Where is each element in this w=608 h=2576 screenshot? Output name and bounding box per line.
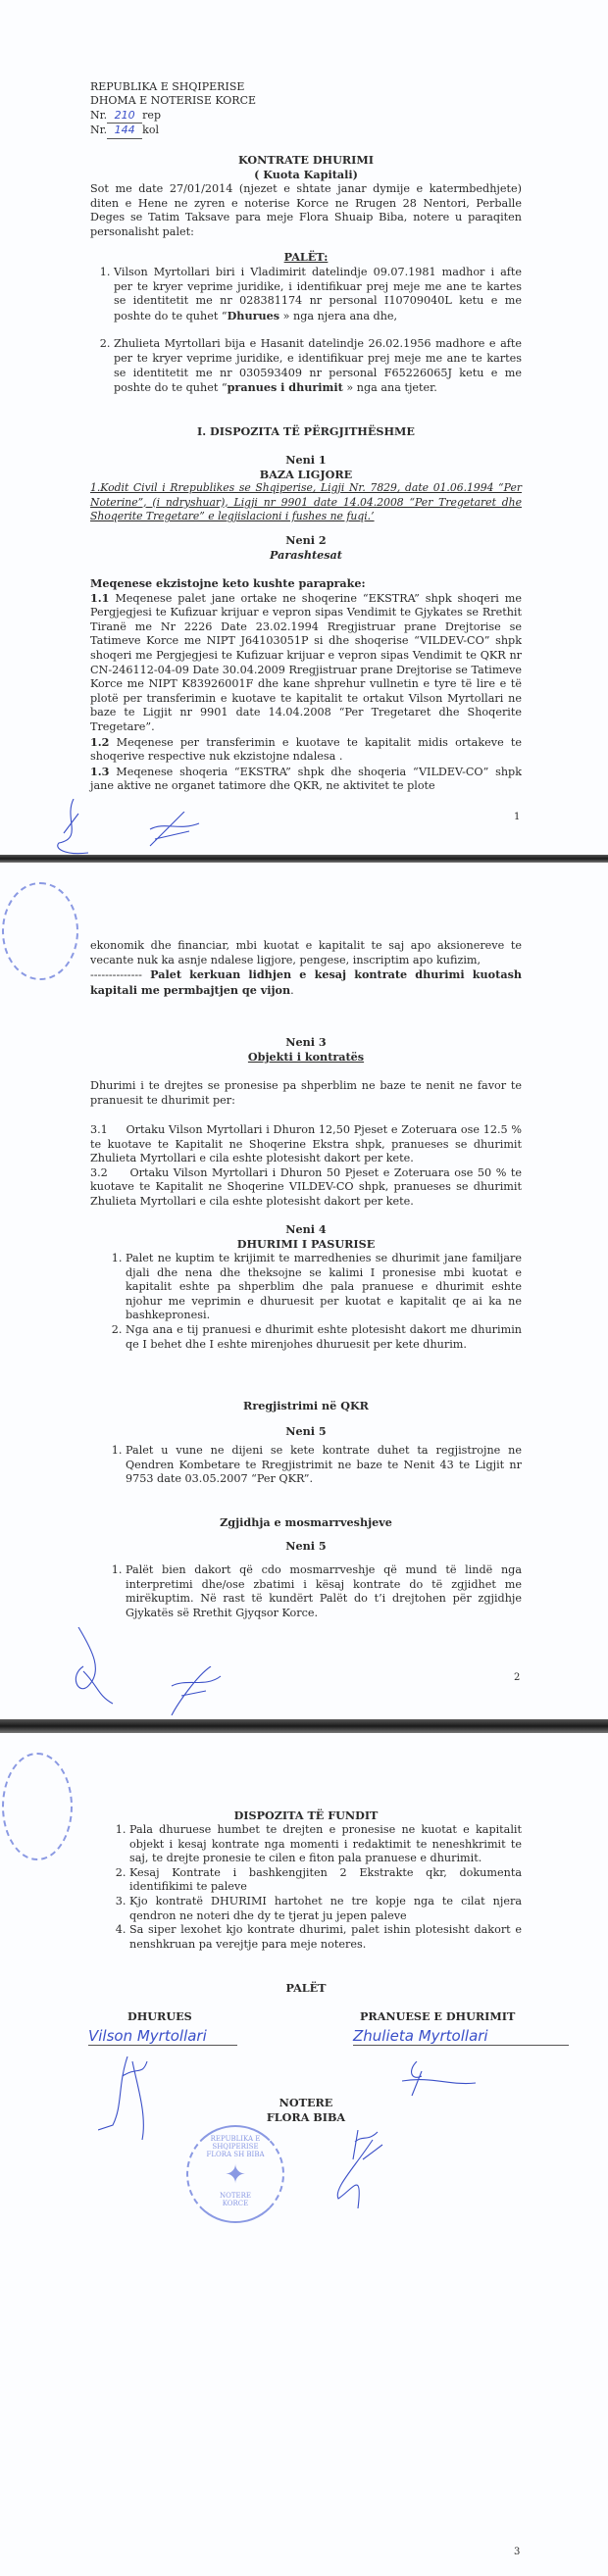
request-end: . xyxy=(290,983,294,997)
article-4-heading xyxy=(90,1222,522,1251)
party-role: Dhurues xyxy=(227,308,280,322)
contract-title xyxy=(90,153,522,181)
article-5-list xyxy=(106,1444,522,1487)
notary-name: FLORA BIBA xyxy=(266,2109,346,2124)
party-text: Zhulieta Myrtollari bija e Hasanit datelindje 26.02.1956 madhore e afte per te kryer veprime juridike, e identifikuar prej meje me ane te kartes se identitetit me nr 030593409 nr personal F65226065J ketu e me poshte do te quhet “ xyxy=(114,337,522,395)
article-title: Objekti i kontratës xyxy=(247,1049,365,1064)
article-5-item: 1. Palet u vune ne dijeni se kete kontrate duhet ta regjistrojne ne Qendren Kombetare te Rregjistrimit ne baze te Nenit 43 te Ligjit nr 9753 date 03.05.2007 “Per QKR”. xyxy=(126,1444,522,1487)
seal-text: KORCE xyxy=(222,2200,249,2207)
signature-initial-recipient xyxy=(167,1666,226,1715)
subtitle: ( Kuota Kapitali) xyxy=(254,167,358,181)
article-1-heading xyxy=(90,453,522,481)
request-text: Palet kerkuan lidhjen e kesaj kontrate dhurimi kuotash kapitali me permbajtjen qe vijon xyxy=(90,967,522,997)
article-2-heading xyxy=(90,533,522,562)
article-title: Parashtesat xyxy=(270,547,342,562)
party-text: Vilson Myrtollari biri i Vladimirit datelindje 09.07.1981 madhor i afte per te kryer veprime juridike, i identifikuar prej meje me ane te kartes se identitetit me nr 028381174 nr personal I10709040L ketu e me poshte do te quhet “ xyxy=(114,266,522,322)
article-5b-item: 1. Palët bien dakort që cdo mosmarrveshje që mund të lindë nga interpretimi dhe/ose zbatimi i kësaj kontrate do të zgjidhet me mirëkuptim. Në rast të kundërt Palët do t’i drejtohen për zgjidhje Gjykatës së Rrethit Gjyqsor Korce. xyxy=(126,1563,522,1620)
final-provisions-list xyxy=(110,1823,522,1952)
continuation-text: ekonomik dhe financiar, mbi kuotat e kapitalit te saj apo aksionereve te vecante nuk ka asnje ndalese ligjore, pengese, inscriptim apo kufizim, xyxy=(90,939,522,966)
precondition-1-2 xyxy=(90,735,522,765)
article-4-list xyxy=(106,1252,522,1352)
article-number: Neni 3 xyxy=(285,1035,327,1049)
dashes: -------------- xyxy=(90,968,142,982)
seal-text: FLORA SH BIBA xyxy=(206,2151,265,2158)
signature-initial-recipient xyxy=(145,812,204,851)
continuation-paragraph xyxy=(90,939,522,998)
preconditions-heading: Meqenese ekzistojne keto kushte paraprake: xyxy=(90,576,366,590)
parties-heading: PALËT: xyxy=(283,250,329,264)
recipient-signature: Zhulieta Myrtollari xyxy=(353,2027,569,2046)
dispute-heading: Zgjidhja e mosmarrveshjeve xyxy=(220,1515,392,1529)
office-header xyxy=(90,80,522,139)
signature-initial-donor xyxy=(69,1627,118,1706)
page-separator xyxy=(0,855,608,863)
request-statement xyxy=(90,967,522,998)
article-number: Neni 4 xyxy=(285,1222,327,1236)
nr-label: Nr. xyxy=(90,108,108,122)
final-item: 1. Pala dhuruese humbet te drejten e pronesise ne kuotat e kapitalit objekt i kesaj kontrate nga momenti i redaktimit te neneshkrimit te saj, te drejte pronesie te cilen e fiton pala pranuese e dhurimit. xyxy=(129,1823,522,1866)
party-role: pranues i dhurimit xyxy=(227,380,343,395)
chamber-line: DHOMA E NOTERISE KORCE xyxy=(90,94,257,108)
page-number: 1 xyxy=(514,812,521,822)
parties-list xyxy=(94,266,522,396)
seal-text: REPUBLIKA E SHQIPERISE xyxy=(210,2135,261,2151)
section-general-provisions: I. DISPOZITA TË PËRGJITHËSHME xyxy=(197,424,415,438)
article-3-clauses xyxy=(90,1123,526,1210)
parties-heading: PALËT xyxy=(285,1981,327,1995)
final-item: 3. Kjo kontratë DHURIMI hartohet ne tre kopje nga te cilat njera qendron ne noteri dhe dy te tjerat ju jepen paleve xyxy=(129,1895,522,1923)
article-3-intro: Dhurimi i te drejtes se pronesise pa shperblim ne baze te nenit ne favor te pranuesit te dhurimit per: xyxy=(90,1079,522,1107)
article-4-item: 2. Nga ana e tij pranuesi e dhurimit eshte plotesisht dakort me dhurimin qe I behet dhe I eshte mirenjohes dhuruesit per kete dhurim. xyxy=(126,1323,522,1352)
recipient-label: PRANUESE E DHURIMIT xyxy=(360,2009,516,2023)
clause-number: 1.2 xyxy=(90,734,110,749)
donor-label: DHURUES xyxy=(127,2009,192,2023)
registration-heading: Rregjistrimi në QKR xyxy=(243,1399,369,1412)
party-end: » nga ana tjeter. xyxy=(342,381,437,395)
notary-seal xyxy=(186,2125,284,2223)
article-number: Neni 2 xyxy=(285,533,327,547)
clause-number: 1.3 xyxy=(90,764,110,778)
signature-initial-donor xyxy=(54,799,93,858)
precondition-1-3 xyxy=(90,765,522,794)
seal-text: NOTERE xyxy=(219,2192,252,2200)
kol-number-value: 144 xyxy=(107,124,142,138)
party-2 xyxy=(114,337,522,395)
page-separator xyxy=(0,1719,608,1733)
party-1 xyxy=(114,266,522,323)
final-provisions-heading: DISPOZITA TË FUNDIT xyxy=(233,1808,379,1822)
final-item: 4. Sa siper lexohet kjo kontrate dhurimi, palet ishin plotesisht dakort e nenshkruan pa verejtje para meje noteres. xyxy=(129,1923,522,1952)
donor-signature: Vilson Myrtollari xyxy=(88,2027,237,2046)
nr-label: Nr. xyxy=(90,124,108,137)
clause-number: 1.1 xyxy=(90,590,110,605)
eagle-emblem-icon: ✦ xyxy=(225,2160,246,2190)
article-title: BAZA LIGJORE xyxy=(259,467,353,481)
notary-label: NOTERE xyxy=(279,2096,333,2109)
article-3-heading xyxy=(90,1035,522,1064)
article-5b-heading: Neni 5 xyxy=(285,1539,327,1553)
article-5-heading: Neni 5 xyxy=(285,1424,327,1438)
article-number: Neni 1 xyxy=(285,453,327,467)
page-number: 3 xyxy=(514,2547,521,2557)
page-number: 2 xyxy=(514,1672,521,1683)
rep-number xyxy=(90,109,522,124)
rep-suffix: rep xyxy=(142,108,161,122)
clause-3-2: 3.2 Ortaku Vilson Myrtollari i Dhuron 50 Pjeset e Zoteruara ose 50 % te kuotave te Kapitalit ne Shoqerine VILDEV-CO shpk, pranueses se dhurimit Zhulieta Myrtollari e cila eshte plotesisht dakort per kete. xyxy=(90,1165,526,1208)
rep-number-value: 210 xyxy=(107,109,142,124)
final-item: 2. Kesaj Kontrate i bashkengjiten 2 Ekstrakte qkr, dokumenta identifikimi te paleve xyxy=(129,1866,522,1895)
article-5b-list xyxy=(106,1563,522,1620)
notary-stamp-partial xyxy=(2,882,78,980)
kol-number xyxy=(90,124,522,138)
kol-suffix: kol xyxy=(142,124,159,137)
clause-text: Meqenese shoqeria “EKSTRA” shpk dhe shoqeria “VILDEV-CO” shpk jane aktive ne organet tatimore dhe QKR, ne aktivitet te plote xyxy=(90,765,522,793)
recipient-signature-mark xyxy=(402,2061,481,2101)
page-2 xyxy=(0,863,608,1721)
clause-text: Meqenese per transferimin e kuotave te kapitalit midis ortakeve te shoqerive respective nuk ekzistojne ndalesa . xyxy=(90,735,522,764)
republic-line: REPUBLIKA E SHQIPERISE xyxy=(90,80,245,93)
article-title: DHURIMI I PASURISE xyxy=(236,1236,376,1251)
page-1 xyxy=(0,0,608,857)
title: KONTRATE DHURIMI xyxy=(237,153,374,167)
clause-3-1: 3.1 Ortaku Vilson Myrtollari i Dhuron 12,50 Pjeset e Zoteruara ose 12.5 % te kuotave te Kapitalit ne Shoqerine Ekstra shpk, pranueses se dhurimit Zhulieta Myrtollari e cila eshte plotesisht dakort per kete. xyxy=(90,1123,526,1165)
precondition-1-1 xyxy=(90,591,522,735)
article-4-item: 1. Palet ne kuptim te krijimit te marredhenies se dhurimit jane familjare djali dhe nena dhe theksojne se kalimi I pronesise mbi kuotat e kapitalit eshte pa shperblim dhe pala pranuese e dhurimit eshte njohur me veprimin e dhuruesit per kuotat e kapitalit qe ai ka ne bashkepronesi. xyxy=(126,1252,522,1323)
notary-signature xyxy=(333,2130,392,2208)
intro-paragraph: Sot me date 27/01/2014 (njezet e shtate janar dymije e katermbedhjete) diten e Hene ne zyren e noterise Korce ne Rrugen 28 Nentori, Perballe Deges se Tatim Taksave para meje Flora Shuaip Biba, notere u paraqiten personalisht palet: xyxy=(90,182,522,238)
notary-block xyxy=(90,2096,522,2124)
legal-basis: 1.Kodit Civil i Rrepublikes se Shqiperise, Ligji Nr. 7829, date 01.06.1994 “Per Noterine”, (i ndryshuar), Ligji nr 9901 date 14.04.2008 “Per Tregetaret dhe Shoqerite Tregetare” e legjislacioni i fushes ne fuqi.’ xyxy=(90,481,522,523)
party-end: » nga njera ana dhe, xyxy=(279,309,398,322)
notary-stamp-partial xyxy=(2,1753,73,1860)
clause-text: Meqenese palet jane ortake ne shoqerine “EKSTRA” shpk shoqeri me Pergjegjesi te Kufizuar krijuar e vepron sipas Vendimit te Gjykates se Rrethit Tiranë me Nr 2226 Date 23.02.1994 Rregjistruar prane Drejtorise se Tatimeve Korce me NIPT J64103051P si dhe shoqerise “VILDEV-CO” shpk shoqeri me Pergjegjesi te Kufizuar krijuar e vepron sipas Vendimit te QKR nr CN-246112-04-09 Date 30.04.2009 Rregjistruar prane Drejtorise se Tatimeve Korce me NIPT K83926001F dhe kane shprehur vullnetin e tyre të lire e të plotë per transferimin e kuotave te kapitalit te ortakut Vilson Myrtollari ne baze te Ligjit nr 9901 date 14.04.2008 “Per Tregetaret dhe Shoqerite Tregetare”. xyxy=(90,591,522,733)
page-3 xyxy=(0,1733,608,2576)
preconditions xyxy=(90,576,522,794)
